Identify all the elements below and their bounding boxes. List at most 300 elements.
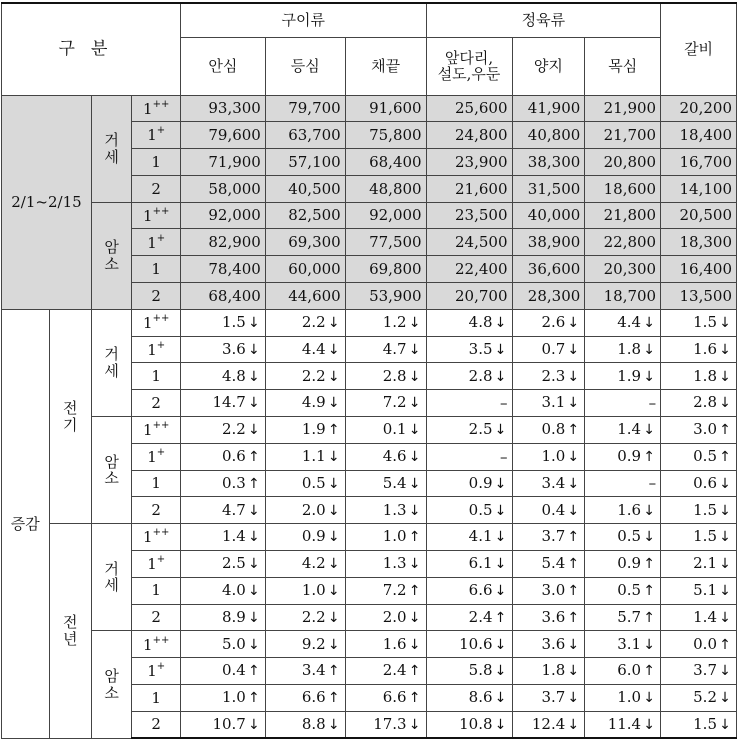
grade-label: 2 xyxy=(132,175,181,202)
column-header: 목심 xyxy=(585,37,661,95)
change-cell xyxy=(512,443,585,470)
change-value: 6.6 xyxy=(301,688,326,707)
period-label: 2/1~2/15 xyxy=(2,95,92,309)
arrow-down-icon: ↓ xyxy=(247,395,260,412)
arrow-down-icon: ↓ xyxy=(567,690,580,707)
arrow-down-icon: ↓ xyxy=(247,315,260,332)
price-cell: 14,100 xyxy=(661,175,737,202)
change-value: 5.7 xyxy=(617,607,642,626)
change-cell xyxy=(661,631,737,658)
change-value: 1.0 xyxy=(382,527,407,546)
arrow-up-icon: ↑ xyxy=(643,609,655,626)
change-value: 4.8 xyxy=(468,313,493,332)
change-value: 0.9 xyxy=(617,554,642,573)
change-cell xyxy=(426,685,512,712)
price-cell: 75,800 xyxy=(345,122,426,149)
change-cell xyxy=(265,390,345,417)
price-cell: 41,900 xyxy=(512,95,585,122)
change-value: 3.7 xyxy=(693,661,717,680)
change-value: 0.8 xyxy=(541,420,566,439)
change-cell xyxy=(265,309,345,336)
breed-label: 암 소 xyxy=(91,631,131,738)
change-value: 1.0 xyxy=(222,688,246,707)
price-row xyxy=(2,95,737,122)
change-cell xyxy=(661,711,737,738)
price-cell: 79,700 xyxy=(265,95,345,122)
table-body xyxy=(2,3,737,738)
arrow-down-icon: ↓ xyxy=(719,502,731,519)
price-cell: 71,900 xyxy=(180,149,265,176)
grade-superscript: + xyxy=(156,232,166,244)
price-cell: 58,000 xyxy=(180,175,265,202)
change-value: 8.8 xyxy=(301,714,326,733)
change-value: 3.0 xyxy=(541,581,566,600)
arrow-down-icon: ↓ xyxy=(643,690,655,707)
arrow-down-icon: ↓ xyxy=(327,395,340,412)
arrow-up-icon: ↑ xyxy=(408,663,421,680)
price-cell: 20,800 xyxy=(585,149,661,176)
change-cell xyxy=(345,390,426,417)
change-value: 1.8 xyxy=(541,661,566,680)
arrow-down-icon: ↓ xyxy=(719,475,731,492)
change-cell xyxy=(426,497,512,524)
arrow-down-icon: ↓ xyxy=(408,341,421,358)
price-cell: 21,900 xyxy=(585,95,661,122)
arrow-down-icon: ↓ xyxy=(494,663,507,680)
change-cell xyxy=(512,497,585,524)
arrow-down-icon: ↓ xyxy=(494,690,507,707)
change-cell xyxy=(585,711,661,738)
arrow-down-icon: ↓ xyxy=(408,422,421,439)
change-cell xyxy=(265,497,345,524)
arrow-down-icon: ↓ xyxy=(567,663,580,680)
arrow-down-icon: ↓ xyxy=(408,609,421,626)
price-cell: 24,500 xyxy=(426,229,512,256)
change-value: 17.3 xyxy=(373,714,407,733)
change-value: 1.6 xyxy=(617,500,642,519)
arrow-up-icon: ↑ xyxy=(247,449,260,466)
arrow-down-icon: ↓ xyxy=(567,449,580,466)
change-cell xyxy=(426,551,512,578)
price-cell: 18,700 xyxy=(585,283,661,310)
change-cell xyxy=(265,524,345,551)
arrow-down-icon: ↓ xyxy=(247,583,260,600)
price-cell: 44,600 xyxy=(265,283,345,310)
change-value: 3.7 xyxy=(541,688,566,707)
price-cell: 18,600 xyxy=(585,175,661,202)
arrow-up-icon: ↑ xyxy=(327,663,340,680)
grade-superscript: ++ xyxy=(152,634,170,646)
change-value: 4.2 xyxy=(301,554,326,573)
change-cell xyxy=(345,470,426,497)
arrow-down-icon: ↓ xyxy=(327,583,340,600)
change-cell xyxy=(512,551,585,578)
column-header: 안심 xyxy=(180,37,265,95)
change-cell xyxy=(585,551,661,578)
change-cell xyxy=(661,309,737,336)
prev-year-label: 전 년 xyxy=(49,524,91,738)
change-value: 0.5 xyxy=(617,527,642,546)
change-cell xyxy=(180,363,265,390)
change-cell xyxy=(512,631,585,658)
change-value: 3.1 xyxy=(541,393,566,412)
change-value: 0.6 xyxy=(693,473,717,492)
grade-label: 2 xyxy=(132,283,181,310)
price-cell: 40,500 xyxy=(265,175,345,202)
change-value: 2.2 xyxy=(301,313,326,332)
change-cell xyxy=(661,551,737,578)
change-cell xyxy=(265,604,345,631)
change-cell xyxy=(345,497,426,524)
change-cell xyxy=(661,443,737,470)
change-value: 1.3 xyxy=(382,500,407,519)
grade-label: 1+ xyxy=(132,122,181,149)
change-cell xyxy=(180,443,265,470)
arrow-up-icon: ↑ xyxy=(719,636,731,653)
change-cell xyxy=(345,631,426,658)
change-cell xyxy=(180,685,265,712)
change-value: 0.7 xyxy=(541,339,566,358)
change-cell xyxy=(661,363,737,390)
price-cell: 20,700 xyxy=(426,283,512,310)
grade-label: 1 xyxy=(132,363,181,390)
arrow-up-icon: ↑ xyxy=(327,690,340,707)
change-cell xyxy=(426,658,512,685)
grade-label: 1 xyxy=(132,577,181,604)
arrow-up-icon: ↑ xyxy=(247,690,260,707)
grade-superscript: + xyxy=(156,125,166,137)
change-cell xyxy=(345,658,426,685)
change-value: 5.1 xyxy=(693,581,717,600)
change-value: 0.5 xyxy=(693,447,717,466)
change-cell xyxy=(180,604,265,631)
arrow-down-icon: ↓ xyxy=(408,449,421,466)
arrow-up-icon: ↑ xyxy=(247,663,260,680)
arrow-down-icon: ↓ xyxy=(719,395,731,412)
change-cell xyxy=(180,658,265,685)
arrow-up-icon: ↑ xyxy=(567,422,580,439)
change-value: 2.2 xyxy=(301,607,326,626)
change-cell xyxy=(345,577,426,604)
change-value: 1.6 xyxy=(382,634,407,653)
change-cell xyxy=(265,711,345,738)
change-value: 2.6 xyxy=(541,313,566,332)
arrow-down-icon: ↓ xyxy=(494,341,507,358)
grade-label: 1++ xyxy=(132,631,181,658)
change-value: 0.0 xyxy=(693,634,717,653)
price-cell: 40,000 xyxy=(512,202,585,229)
arrow-down-icon: ↓ xyxy=(567,315,580,332)
change-cell xyxy=(265,417,345,444)
change-value: 2.2 xyxy=(222,420,246,439)
breed-label: 거 세 xyxy=(91,95,131,202)
price-cell: 20,500 xyxy=(661,202,737,229)
change-cell xyxy=(512,604,585,631)
arrow-up-icon: ↑ xyxy=(408,690,421,707)
arrow-down-icon: ↓ xyxy=(408,716,421,733)
change-cell: – xyxy=(426,443,512,470)
arrow-up-icon: ↑ xyxy=(643,449,655,466)
arrow-down-icon: ↓ xyxy=(327,716,340,733)
arrow-down-icon: ↓ xyxy=(567,475,580,492)
change-value: 5.2 xyxy=(693,688,717,707)
prev-period-label: 전 기 xyxy=(49,309,91,523)
grade-label: 1++ xyxy=(132,95,181,122)
grade-label: 1 xyxy=(132,470,181,497)
arrow-down-icon: ↓ xyxy=(247,502,260,519)
grade-superscript: + xyxy=(156,447,166,458)
change-value: 10.7 xyxy=(212,714,246,733)
price-cell: 57,100 xyxy=(265,149,345,176)
change-value: 1.4 xyxy=(617,420,642,439)
arrow-down-icon: ↓ xyxy=(643,636,655,653)
change-value: 1.8 xyxy=(617,339,642,358)
arrow-down-icon: ↓ xyxy=(408,636,421,653)
change-value: 7.2 xyxy=(382,393,407,412)
change-value: 4.0 xyxy=(222,581,246,600)
arrow-down-icon: ↓ xyxy=(719,315,731,332)
change-value: 6.1 xyxy=(468,554,493,573)
breed-label: 암 소 xyxy=(91,417,131,524)
beef-price-table xyxy=(1,2,737,739)
arrow-up-icon: ↑ xyxy=(408,583,421,600)
grade-superscript: ++ xyxy=(152,205,170,217)
grade-superscript: ++ xyxy=(152,98,170,110)
price-cell: 25,600 xyxy=(426,95,512,122)
arrow-down-icon: ↓ xyxy=(247,636,260,653)
change-cell xyxy=(265,631,345,658)
change-cell xyxy=(585,363,661,390)
arrow-down-icon: ↓ xyxy=(643,315,655,332)
change-cell xyxy=(426,604,512,631)
grade-label: 1++ xyxy=(132,309,181,336)
price-cell: 38,300 xyxy=(512,149,585,176)
arrow-down-icon: ↓ xyxy=(567,502,580,519)
change-value: 3.4 xyxy=(541,473,566,492)
change-cell xyxy=(180,497,265,524)
arrow-down-icon: ↓ xyxy=(719,368,731,385)
change-value: 5.4 xyxy=(541,554,566,573)
change-cell xyxy=(585,309,661,336)
arrow-down-icon: ↓ xyxy=(327,315,340,332)
arrow-down-icon: ↓ xyxy=(494,315,507,332)
arrow-up-icon: ↑ xyxy=(643,556,655,573)
change-value: 2.8 xyxy=(468,366,493,385)
arrow-down-icon: ↓ xyxy=(567,395,580,412)
change-value: 10.8 xyxy=(459,714,493,733)
change-cell: – xyxy=(585,470,661,497)
change-value: 4.6 xyxy=(382,447,407,466)
change-cell xyxy=(585,577,661,604)
change-cell xyxy=(585,443,661,470)
price-cell: 78,400 xyxy=(180,256,265,283)
price-cell: 28,300 xyxy=(512,283,585,310)
change-cell xyxy=(585,336,661,363)
price-cell: 20,200 xyxy=(661,95,737,122)
arrow-down-icon: ↓ xyxy=(494,716,507,733)
grade-superscript: + xyxy=(156,661,166,673)
change-cell xyxy=(661,658,737,685)
change-value: 2.5 xyxy=(222,554,246,573)
change-cell xyxy=(265,577,345,604)
change-value: 8.9 xyxy=(222,607,246,626)
arrow-down-icon: ↓ xyxy=(719,663,731,680)
change-value: 2.2 xyxy=(301,366,326,385)
price-cell: 40,800 xyxy=(512,122,585,149)
grade-superscript: ++ xyxy=(152,527,170,539)
arrow-down-icon: ↓ xyxy=(327,341,340,358)
price-cell: 77,500 xyxy=(345,229,426,256)
price-cell: 20,300 xyxy=(585,256,661,283)
change-value: 3.6 xyxy=(222,339,246,358)
corner-label xyxy=(2,3,181,95)
grade-label: 1+ xyxy=(132,658,181,685)
change-cell xyxy=(512,470,585,497)
grade-label: 2 xyxy=(132,711,181,738)
arrow-down-icon: ↓ xyxy=(494,583,507,600)
price-cell: 21,800 xyxy=(585,202,661,229)
change-cell xyxy=(345,551,426,578)
change-value: 3.6 xyxy=(541,634,566,653)
change-value: 2.0 xyxy=(301,500,326,519)
arrow-down-icon: ↓ xyxy=(567,341,580,358)
price-cell: 21,700 xyxy=(585,122,661,149)
arrow-down-icon: ↓ xyxy=(327,609,340,626)
change-value: 2.1 xyxy=(693,554,717,573)
price-cell: 23,900 xyxy=(426,149,512,176)
change-cell xyxy=(426,524,512,551)
change-cell xyxy=(661,604,737,631)
arrow-down-icon: ↓ xyxy=(719,583,731,600)
change-cell xyxy=(426,631,512,658)
change-cell xyxy=(180,417,265,444)
change-value: 1.0 xyxy=(617,688,642,707)
group-label-grill: 구이류 xyxy=(180,3,426,37)
arrow-down-icon: ↓ xyxy=(327,449,340,466)
change-cell xyxy=(661,524,737,551)
change-cell xyxy=(661,390,737,417)
arrow-down-icon: ↓ xyxy=(643,368,655,385)
change-cell xyxy=(180,309,265,336)
change-cell xyxy=(512,309,585,336)
grade-label: 1 xyxy=(132,256,181,283)
arrow-down-icon: ↓ xyxy=(494,422,507,439)
group-label-lean: 정육류 xyxy=(426,3,661,37)
change-value: 3.7 xyxy=(541,527,566,546)
change-value: 4.8 xyxy=(222,366,246,385)
change-cell xyxy=(661,470,737,497)
change-value: 1.5 xyxy=(693,313,717,332)
arrow-down-icon: ↓ xyxy=(494,556,507,573)
change-cell xyxy=(512,390,585,417)
arrow-up-icon: ↑ xyxy=(567,583,580,600)
price-cell: 82,500 xyxy=(265,202,345,229)
change-cell xyxy=(180,470,265,497)
arrow-down-icon: ↓ xyxy=(247,716,260,733)
breed-label: 거 세 xyxy=(91,524,131,631)
grade-label: 1+ xyxy=(132,229,181,256)
grade-superscript: ++ xyxy=(152,313,170,325)
change-value: 1.4 xyxy=(693,607,717,626)
change-row xyxy=(2,631,737,658)
change-cell xyxy=(426,336,512,363)
price-cell: 16,700 xyxy=(661,149,737,176)
arrow-up-icon: ↑ xyxy=(247,475,260,492)
change-value: 0.1 xyxy=(382,420,407,439)
column-header-galbi: 갈비 xyxy=(661,3,737,95)
change-cell xyxy=(426,309,512,336)
change-value: 1.5 xyxy=(693,714,717,733)
change-cell xyxy=(265,336,345,363)
change-row xyxy=(2,417,737,444)
arrow-down-icon: ↓ xyxy=(643,341,655,358)
price-cell: 22,800 xyxy=(585,229,661,256)
price-cell: 68,400 xyxy=(345,149,426,176)
change-cell xyxy=(345,443,426,470)
change-value: 0.4 xyxy=(222,661,246,680)
arrow-down-icon: ↓ xyxy=(494,529,507,546)
price-cell: 38,900 xyxy=(512,229,585,256)
grade-label: 2 xyxy=(132,390,181,417)
corner-label-text: 구분 xyxy=(58,38,124,59)
change-value: 2.3 xyxy=(541,366,566,385)
arrow-down-icon: ↓ xyxy=(567,368,580,385)
change-value: 1.4 xyxy=(222,527,246,546)
price-cell: 21,600 xyxy=(426,175,512,202)
change-value: 6.6 xyxy=(382,688,407,707)
arrow-down-icon: ↓ xyxy=(567,716,580,733)
change-cell xyxy=(426,711,512,738)
grade-superscript: ++ xyxy=(152,420,170,432)
arrow-down-icon: ↓ xyxy=(247,609,260,626)
change-cell xyxy=(585,658,661,685)
arrow-up-icon: ↑ xyxy=(567,529,580,546)
price-cell: 68,400 xyxy=(180,283,265,310)
change-cell xyxy=(180,524,265,551)
change-value: 8.6 xyxy=(468,688,493,707)
arrow-down-icon: ↓ xyxy=(327,556,340,573)
grade-label: 2 xyxy=(132,604,181,631)
change-value: 1.2 xyxy=(382,313,407,332)
arrow-down-icon: ↓ xyxy=(719,529,731,546)
change-value: 3.6 xyxy=(541,607,566,626)
arrow-down-icon: ↓ xyxy=(247,341,260,358)
price-cell: 22,400 xyxy=(426,256,512,283)
price-cell: 18,300 xyxy=(661,229,737,256)
change-cell xyxy=(180,577,265,604)
price-cell: 31,500 xyxy=(512,175,585,202)
change-cell xyxy=(661,577,737,604)
change-value: 5.8 xyxy=(468,661,493,680)
change-value: 1.9 xyxy=(617,366,642,385)
change-cell xyxy=(180,336,265,363)
change-cell xyxy=(512,336,585,363)
change-cell xyxy=(180,390,265,417)
arrow-down-icon: ↓ xyxy=(567,636,580,653)
arrow-down-icon: ↓ xyxy=(494,368,507,385)
change-value: 12.4 xyxy=(531,714,566,733)
arrow-down-icon: ↓ xyxy=(719,716,731,733)
change-value: 4.7 xyxy=(222,500,246,519)
arrow-down-icon: ↓ xyxy=(408,475,421,492)
price-cell: 18,400 xyxy=(661,122,737,149)
change-cell xyxy=(512,524,585,551)
change-cell xyxy=(265,551,345,578)
arrow-down-icon: ↓ xyxy=(408,395,421,412)
change-cell xyxy=(512,363,585,390)
arrow-down-icon: ↓ xyxy=(643,422,655,439)
change-cell xyxy=(661,685,737,712)
